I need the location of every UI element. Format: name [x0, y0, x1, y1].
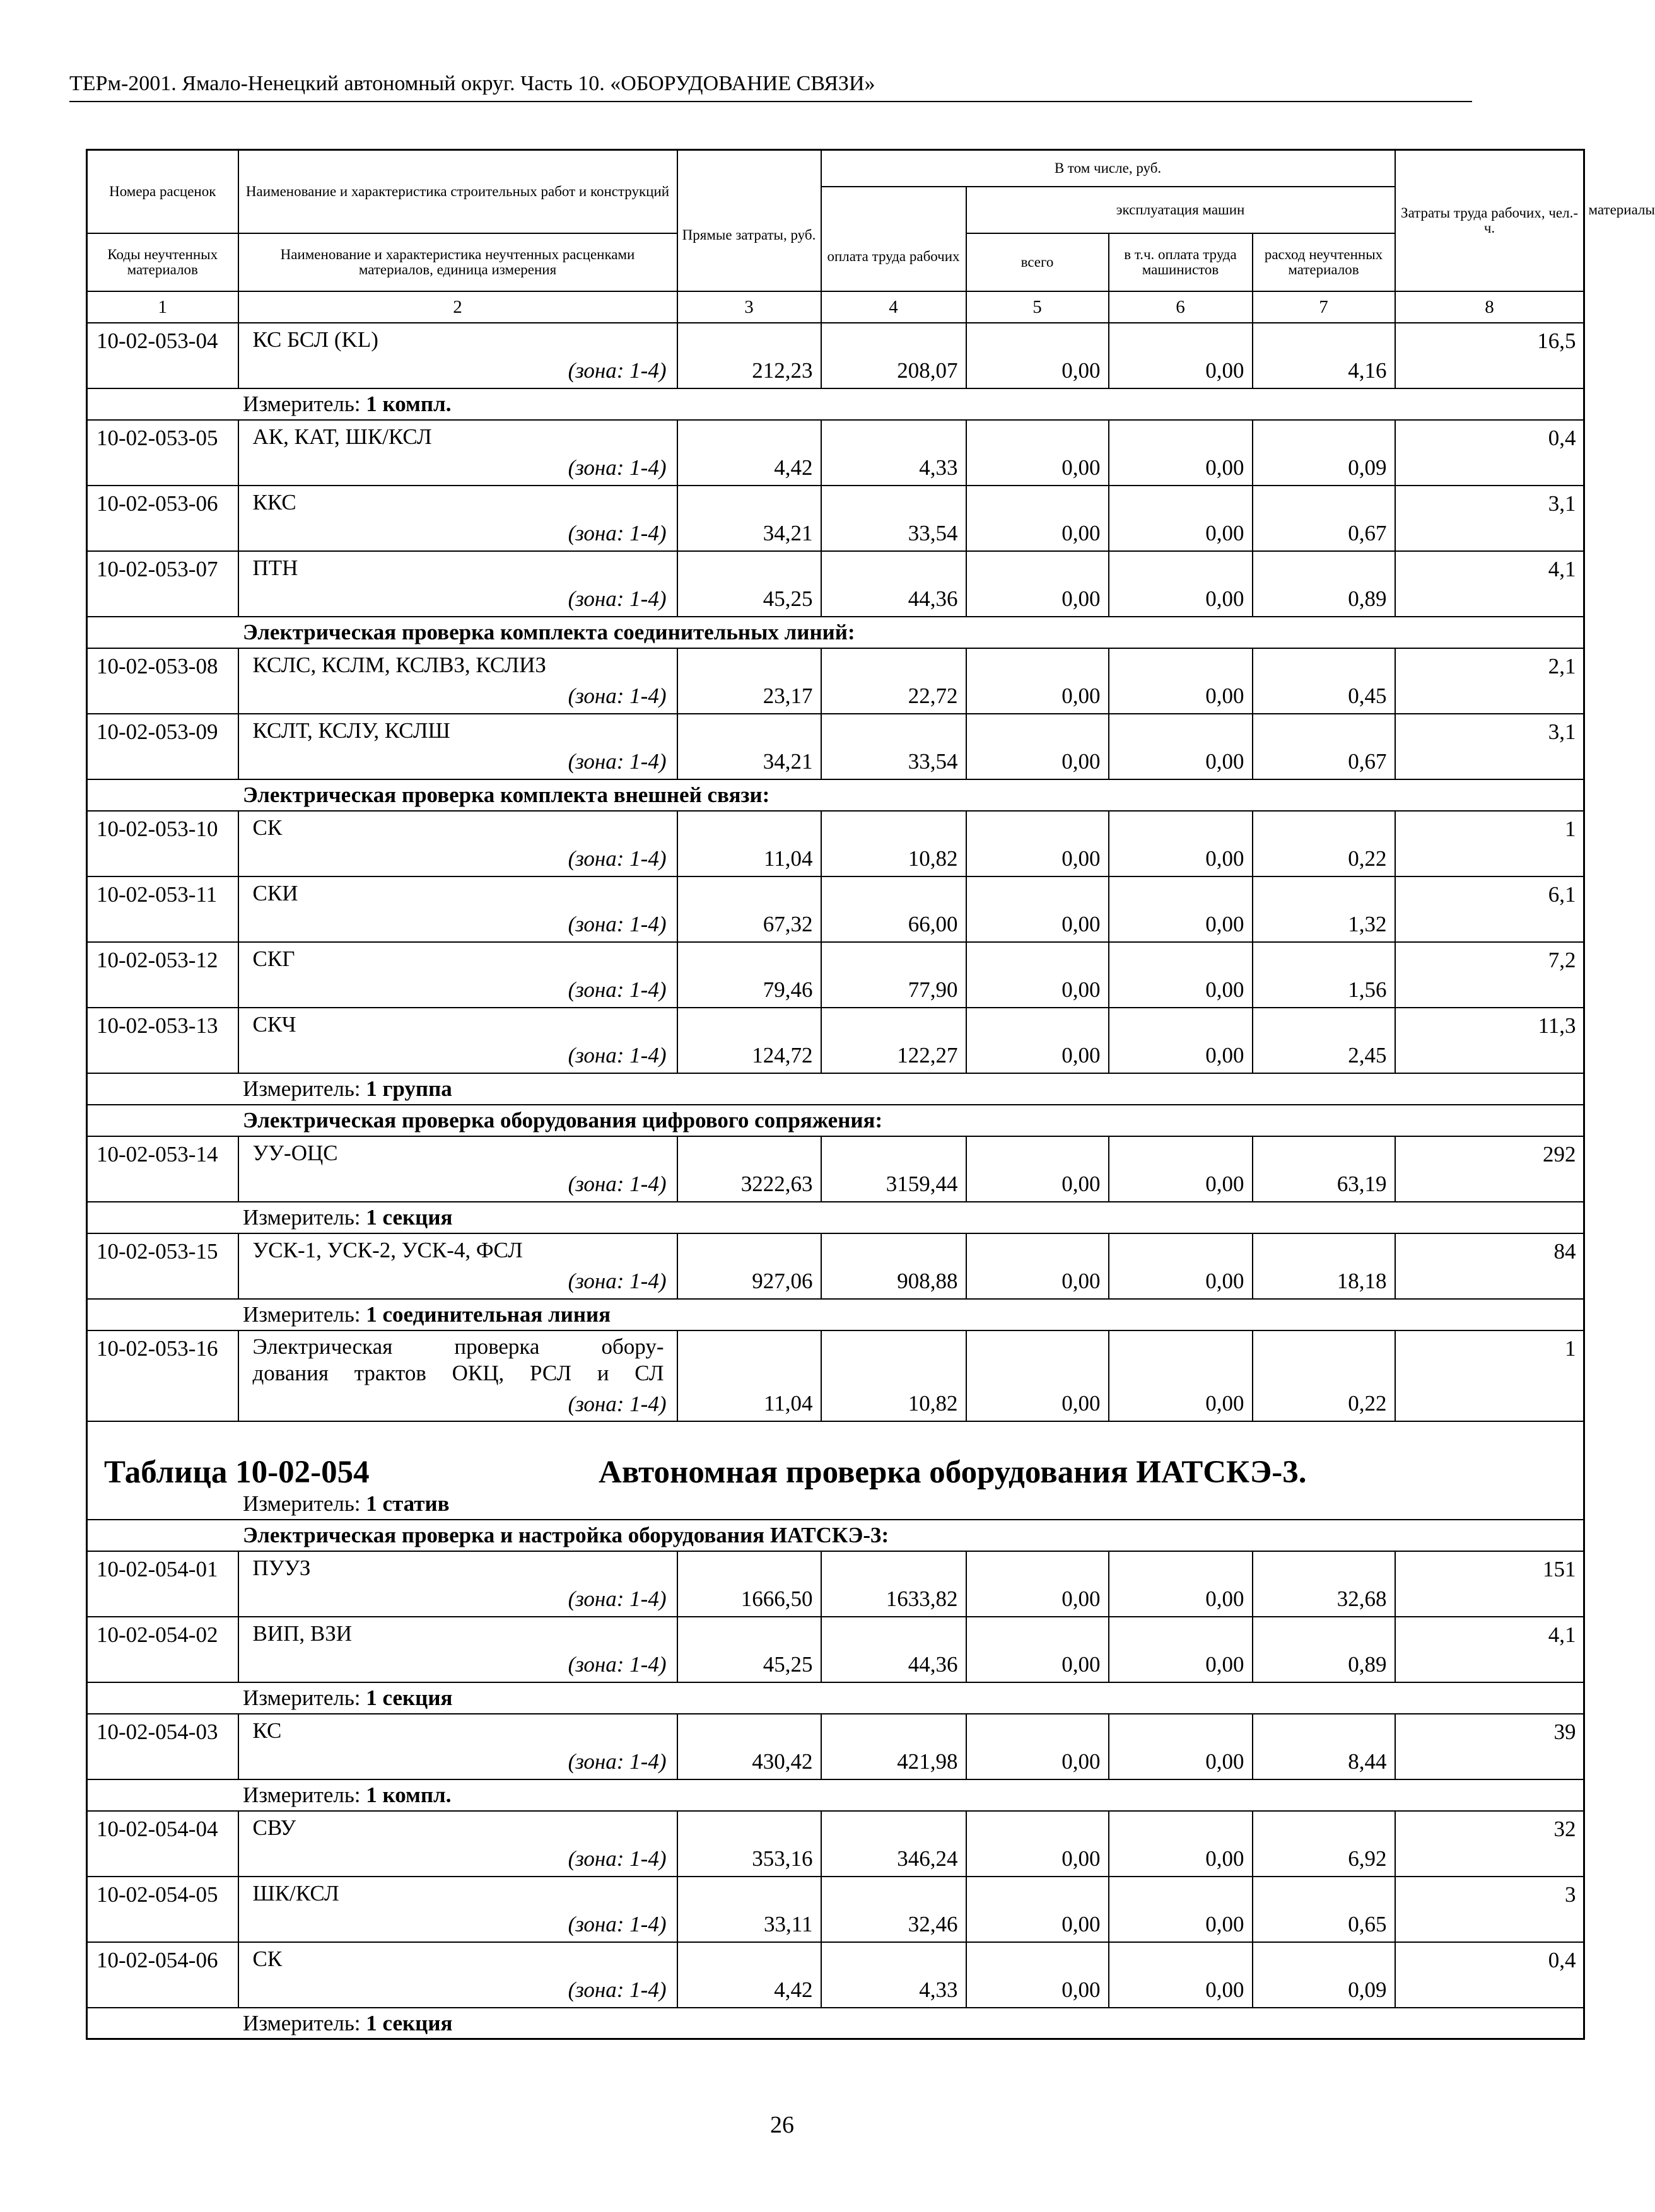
drivers-pay: 0,00 — [1109, 1233, 1253, 1299]
table-row — [87, 1811, 1584, 1877]
rate-code: 10-02-053-13 — [87, 1008, 238, 1073]
header-incl: В том числе, руб. — [821, 150, 1395, 187]
drivers-pay: 0,00 — [1109, 1714, 1253, 1779]
header-rule — [69, 101, 1472, 102]
materials-cost: 0,65 — [1253, 1877, 1395, 1942]
header-machines: эксплуатация машин — [966, 187, 1395, 233]
machines-total: 0,00 — [966, 648, 1109, 714]
item-name: ККС — [252, 489, 296, 515]
table-row — [87, 1877, 1584, 1942]
labor-pay: 10,82 — [821, 811, 966, 876]
measure-value: 1 компл. — [366, 391, 452, 416]
drivers-pay: 0,00 — [1109, 1877, 1253, 1942]
table-title-measure — [243, 1490, 450, 1517]
labor-pay: 208,07 — [821, 323, 966, 388]
name-cell — [238, 714, 677, 779]
materials-cost: 0,89 — [1253, 1617, 1395, 1682]
zone-label: (зона: 1-4) — [568, 455, 667, 480]
table-row — [87, 811, 1584, 876]
item-name: СКЧ — [252, 1011, 296, 1037]
table-body — [87, 323, 1584, 2039]
col-num: 6 — [1109, 291, 1253, 323]
machines-total: 0,00 — [966, 1617, 1109, 1682]
name-cell — [238, 876, 677, 942]
name-cell — [238, 486, 677, 551]
table-row — [87, 1551, 1584, 1617]
header-codes: Номера расценок — [87, 150, 238, 233]
section-row — [87, 1105, 1584, 1136]
item-name: СК — [252, 815, 283, 840]
measure-cell — [87, 1682, 1584, 1714]
materials-cost: 63,19 — [1253, 1136, 1395, 1202]
labor-hours: 4,1 — [1395, 1617, 1584, 1682]
table-row — [87, 1330, 1584, 1421]
labor-pay: 66,00 — [821, 876, 966, 942]
labor-hours: 3,1 — [1395, 486, 1584, 551]
direct-cost: 45,25 — [677, 1617, 821, 1682]
direct-cost: 4,42 — [677, 420, 821, 486]
measure-prefix: Измеритель: — [243, 1491, 361, 1516]
zone-label: (зона: 1-4) — [568, 1171, 667, 1196]
measure-row — [87, 1682, 1584, 1714]
header-name: Наименование и характеристика строительных работ и конструкций — [238, 150, 677, 233]
materials-cost: 0,45 — [1253, 648, 1395, 714]
item-name: ПУУЗ — [252, 1555, 311, 1580]
drivers-pay: 0,00 — [1109, 876, 1253, 942]
machines-total: 0,00 — [966, 1233, 1109, 1299]
direct-cost: 430,42 — [677, 1714, 821, 1779]
name-cell — [238, 1008, 677, 1073]
measure-row — [87, 388, 1584, 420]
drivers-pay: 0,00 — [1109, 1136, 1253, 1202]
direct-cost: 79,46 — [677, 942, 821, 1008]
labor-pay: 346,24 — [821, 1811, 966, 1877]
name-cell — [238, 551, 677, 617]
rate-code: 10-02-053-10 — [87, 811, 238, 876]
rate-code: 10-02-053-11 — [87, 876, 238, 942]
rate-code: 10-02-053-07 — [87, 551, 238, 617]
rate-code: 10-02-053-14 — [87, 1136, 238, 1202]
rates-table — [86, 149, 1655, 2040]
rate-code: 10-02-053-04 — [87, 323, 238, 388]
measure-prefix: Измеритель: — [243, 1685, 361, 1710]
item-name: УУ-ОЦС — [252, 1140, 338, 1165]
labor-hours: 32 — [1395, 1811, 1584, 1877]
measure-row — [87, 1779, 1584, 1811]
rate-code: 10-02-054-01 — [87, 1551, 238, 1617]
measure-cell — [87, 1073, 1584, 1105]
section-cell — [87, 779, 1584, 811]
drivers-pay: 0,00 — [1109, 1008, 1253, 1073]
materials-cost: 0,89 — [1253, 551, 1395, 617]
measure-prefix: Измеритель: — [243, 1782, 361, 1807]
rate-code: 10-02-053-16 — [87, 1330, 238, 1421]
item-name: ПТН — [252, 555, 298, 580]
materials-cost: 32,68 — [1253, 1551, 1395, 1617]
col-num: 7 — [1253, 291, 1395, 323]
name-cell — [238, 1811, 677, 1877]
direct-cost: 11,04 — [677, 811, 821, 876]
labor-hours: 2,1 — [1395, 648, 1584, 714]
page-header: ТЕРм-2001. Ямало-Ненецкий автономный округ. Часть 10. «ОБОРУДОВАНИЕ СВЯЗИ» — [69, 72, 875, 95]
materials-cost: 18,18 — [1253, 1233, 1395, 1299]
measure-row — [87, 1202, 1584, 1233]
direct-cost: 11,04 — [677, 1330, 821, 1421]
drivers-pay: 0,00 — [1109, 323, 1253, 388]
zone-label: (зона: 1-4) — [568, 1977, 667, 2002]
rate-code: 10-02-053-15 — [87, 1233, 238, 1299]
labor-pay: 32,46 — [821, 1877, 966, 1942]
measure-prefix: Измеритель: — [243, 1301, 361, 1327]
section-title: Электрическая проверка комплекта соединительных линий: — [243, 619, 855, 644]
labor-pay: 44,36 — [821, 551, 966, 617]
zone-label: (зона: 1-4) — [568, 520, 667, 545]
direct-cost: 45,25 — [677, 551, 821, 617]
labor-hours: 0,4 — [1395, 1942, 1584, 2008]
drivers-pay: 0,00 — [1109, 1551, 1253, 1617]
name-cell — [238, 420, 677, 486]
name-cell — [238, 1942, 677, 2008]
table-row — [87, 1942, 1584, 2008]
item-name: АК, КАТ, ШК/КСЛ — [252, 424, 432, 449]
materials-cost: 1,32 — [1253, 876, 1395, 942]
name-cell — [238, 942, 677, 1008]
measure-prefix: Измеритель: — [243, 1076, 361, 1101]
zone-label: (зона: 1-4) — [568, 1391, 667, 1416]
item-name: СКГ — [252, 946, 295, 971]
materials-cost: 6,92 — [1253, 1811, 1395, 1877]
table-row — [87, 420, 1584, 486]
direct-cost: 34,21 — [677, 714, 821, 779]
table-header: Номера расценок Наименование и характеристика строительных работ и конструкций Прямые затраты, руб. В том числе, руб. Затраты труда рабочих, чел.-ч. оплата труда рабочих эксплуатация машин материалы Коды неучтенных материалов Наименование и характеристика неучтенных расценками материалов, единица измерения всего в т.ч. оплата труда машинистов расход неучтенных материалов 1 2 3 4 5 6 7 8 — [87, 150, 1584, 323]
measure-cell — [87, 1202, 1584, 1233]
labor-pay: 44,36 — [821, 1617, 966, 1682]
labor-hours: 4,1 — [1395, 551, 1584, 617]
section-title: Электрическая проверка комплекта внешней связи: — [243, 782, 770, 807]
direct-cost: 4,42 — [677, 1942, 821, 2008]
name-cell — [238, 1136, 677, 1202]
zone-label: (зона: 1-4) — [568, 748, 667, 774]
item-name: Электрическая проверка обору- — [252, 1334, 664, 1359]
header-labor-cost-text: Затраты труда рабочих, чел.-ч. — [1401, 204, 1578, 236]
rate-code: 10-02-054-03 — [87, 1714, 238, 1779]
rate-code: 10-02-053-05 — [87, 420, 238, 486]
machines-total: 0,00 — [966, 420, 1109, 486]
header-labor-pay: оплата труда рабочих — [821, 187, 966, 291]
table-row — [87, 648, 1584, 714]
measure-value: 1 секция — [366, 1204, 453, 1230]
drivers-pay: 0,00 — [1109, 648, 1253, 714]
labor-hours: 0,4 — [1395, 420, 1584, 486]
name-cell — [238, 1233, 677, 1299]
rate-code: 10-02-054-02 — [87, 1617, 238, 1682]
section-row — [87, 617, 1584, 648]
zone-label: (зона: 1-4) — [568, 1651, 667, 1677]
table-row — [87, 551, 1584, 617]
direct-cost: 927,06 — [677, 1233, 821, 1299]
table-row — [87, 1714, 1584, 1779]
measure-cell — [87, 388, 1584, 420]
labor-hours: 7,2 — [1395, 942, 1584, 1008]
rate-code: 10-02-053-06 — [87, 486, 238, 551]
col-num: 1 — [87, 291, 238, 323]
materials-cost: 0,22 — [1253, 1330, 1395, 1421]
item-name: КСЛС, КСЛМ, КСЛВЗ, КСЛИЗ — [252, 652, 546, 677]
labor-pay: 3159,44 — [821, 1136, 966, 1202]
machines-total: 0,00 — [966, 1551, 1109, 1617]
drivers-pay: 0,00 — [1109, 1617, 1253, 1682]
zone-label: (зона: 1-4) — [568, 911, 667, 936]
rate-code: 10-02-053-08 — [87, 648, 238, 714]
name-cell — [238, 1551, 677, 1617]
machines-total: 0,00 — [966, 1136, 1109, 1202]
item-name: СВУ — [252, 1815, 296, 1840]
labor-hours: 16,5 — [1395, 323, 1584, 388]
labor-hours: 11,3 — [1395, 1008, 1584, 1073]
drivers-pay: 0,00 — [1109, 714, 1253, 779]
rate-code: 10-02-054-04 — [87, 1811, 238, 1877]
column-numbers — [87, 291, 1584, 323]
labor-pay: 33,54 — [821, 714, 966, 779]
section-cell — [87, 1105, 1584, 1136]
item-name: КСЛТ, КСЛУ, КСЛШ — [252, 718, 450, 743]
drivers-pay: 0,00 — [1109, 1330, 1253, 1421]
table-title-cell — [87, 1421, 1584, 1520]
table-row — [87, 1136, 1584, 1202]
header-total: всего — [966, 233, 1109, 291]
labor-hours: 3,1 — [1395, 714, 1584, 779]
direct-cost: 33,11 — [677, 1877, 821, 1942]
col-num: 2 — [238, 291, 677, 323]
machines-total: 0,00 — [966, 1330, 1109, 1421]
measure-cell — [87, 1779, 1584, 1811]
table-title-row — [87, 1421, 1584, 1520]
machines-total: 0,00 — [966, 1877, 1109, 1942]
col-num: 8 — [1395, 291, 1584, 323]
section-title: Электрическая проверка и настройка оборудования ИАТСКЭ-3: — [243, 1522, 889, 1547]
name-cell — [238, 1330, 677, 1421]
materials-cost: 1,56 — [1253, 942, 1395, 1008]
item-name: УСК-1, УСК-2, УСК-4, ФСЛ — [252, 1237, 523, 1262]
drivers-pay: 0,00 — [1109, 551, 1253, 617]
header-name2: Наименование и характеристика неучтенных расценками материалов, единица измерения — [238, 233, 677, 291]
item-name: ШК/КСЛ — [252, 1880, 339, 1906]
labor-pay: 4,33 — [821, 1942, 966, 2008]
name-cell — [238, 323, 677, 388]
machines-total: 0,00 — [966, 551, 1109, 617]
materials-cost: 0,09 — [1253, 1942, 1395, 2008]
labor-pay: 33,54 — [821, 486, 966, 551]
measure-prefix: Измеритель: — [243, 391, 361, 416]
header-incl-driver: в т.ч. оплата труда машинистов — [1109, 233, 1253, 291]
name-cell — [238, 1877, 677, 1942]
measure-value: 1 компл. — [366, 1782, 452, 1807]
section-title: Электрическая проверка оборудования цифрового сопряжения: — [243, 1107, 883, 1132]
zone-label: (зона: 1-4) — [568, 1268, 667, 1293]
table-row — [87, 1233, 1584, 1299]
labor-pay: 77,90 — [821, 942, 966, 1008]
labor-hours: 1 — [1395, 811, 1584, 876]
machines-total: 0,00 — [966, 876, 1109, 942]
item-name: СКИ — [252, 880, 298, 905]
labor-hours: 151 — [1395, 1551, 1584, 1617]
drivers-pay: 0,00 — [1109, 942, 1253, 1008]
machines-total: 0,00 — [966, 1811, 1109, 1877]
measure-prefix: Измеритель: — [243, 2010, 361, 2035]
drivers-pay: 0,00 — [1109, 1942, 1253, 2008]
header-codes2: Коды неучтенных материалов — [87, 233, 238, 291]
table-caption: Автономная проверка оборудования ИАТСКЭ-3. — [599, 1454, 1307, 1490]
labor-hours: 1 — [1395, 1330, 1584, 1421]
table-row — [87, 714, 1584, 779]
direct-cost: 1666,50 — [677, 1551, 821, 1617]
zone-label: (зона: 1-4) — [568, 1749, 667, 1774]
name-cell — [238, 1617, 677, 1682]
direct-cost: 67,32 — [677, 876, 821, 942]
table-row — [87, 486, 1584, 551]
direct-cost: 3222,63 — [677, 1136, 821, 1202]
col-num: 4 — [821, 291, 966, 323]
labor-pay: 22,72 — [821, 648, 966, 714]
section-cell — [87, 617, 1584, 648]
rate-code: 10-02-053-12 — [87, 942, 238, 1008]
labor-pay: 1633,82 — [821, 1551, 966, 1617]
labor-hours: 84 — [1395, 1233, 1584, 1299]
zone-label: (зона: 1-4) — [568, 846, 667, 871]
section-cell — [87, 1520, 1584, 1551]
direct-cost: 34,21 — [677, 486, 821, 551]
table-row — [87, 876, 1584, 942]
materials-cost: 2,45 — [1253, 1008, 1395, 1073]
name-cell — [238, 1714, 677, 1779]
header-labor-cost — [1395, 150, 1584, 291]
item-name: КС — [252, 1718, 282, 1743]
labor-hours: 39 — [1395, 1714, 1584, 1779]
materials-cost: 4,16 — [1253, 323, 1395, 388]
machines-total: 0,00 — [966, 1008, 1109, 1073]
zone-label: (зона: 1-4) — [568, 977, 667, 1002]
table-title: Таблица 10-02-054 — [104, 1454, 370, 1490]
measure-value: 1 соединительная линия — [366, 1301, 611, 1327]
zone-label: (зона: 1-4) — [568, 358, 667, 383]
direct-cost: 353,16 — [677, 1811, 821, 1877]
page-number: 26 — [770, 2112, 794, 2138]
item-name: дования трактов ОКЦ, РСЛ и СЛ — [252, 1360, 664, 1385]
measure-row — [87, 2008, 1584, 2039]
table-row — [87, 942, 1584, 1008]
drivers-pay: 0,00 — [1109, 420, 1253, 486]
name-cell — [238, 811, 677, 876]
materials-cost: 0,67 — [1253, 486, 1395, 551]
zone-label: (зона: 1-4) — [568, 1586, 667, 1611]
table-row — [87, 323, 1584, 388]
measure-value: 1 статив — [366, 1491, 450, 1516]
labor-hours: 6,1 — [1395, 876, 1584, 942]
materials-cost: 0,22 — [1253, 811, 1395, 876]
item-name: ВИП, ВЗИ — [252, 1621, 353, 1646]
table-row — [87, 1617, 1584, 1682]
rate-code: 10-02-054-06 — [87, 1942, 238, 2008]
item-name: КС БСЛ (KL) — [252, 327, 378, 352]
machines-total: 0,00 — [966, 811, 1109, 876]
measure-cell — [87, 2008, 1584, 2039]
materials-cost: 0,67 — [1253, 714, 1395, 779]
measure-value: 1 группа — [366, 1076, 452, 1101]
zone-label: (зона: 1-4) — [568, 1846, 667, 1871]
section-row — [87, 779, 1584, 811]
header-mat-use: расход неучтенных материалов — [1253, 233, 1395, 291]
col-num: 5 — [966, 291, 1109, 323]
measure-prefix: Измеритель: — [243, 1204, 361, 1230]
measure-value: 1 секция — [366, 1685, 453, 1710]
labor-pay: 122,27 — [821, 1008, 966, 1073]
measure-cell — [87, 1299, 1584, 1330]
drivers-pay: 0,00 — [1109, 1811, 1253, 1877]
rate-code: 10-02-054-05 — [87, 1877, 238, 1942]
measure-row — [87, 1073, 1584, 1105]
col-num: 3 — [677, 291, 821, 323]
drivers-pay: 0,00 — [1109, 811, 1253, 876]
measure-row — [87, 1299, 1584, 1330]
machines-total: 0,00 — [966, 1714, 1109, 1779]
labor-pay: 4,33 — [821, 420, 966, 486]
labor-pay: 10,82 — [821, 1330, 966, 1421]
drivers-pay: 0,00 — [1109, 486, 1253, 551]
zone-label: (зона: 1-4) — [568, 1042, 667, 1068]
labor-hours: 292 — [1395, 1136, 1584, 1202]
table-row — [87, 1008, 1584, 1073]
labor-hours: 3 — [1395, 1877, 1584, 1942]
zone-label: (зона: 1-4) — [568, 1911, 667, 1936]
direct-cost: 124,72 — [677, 1008, 821, 1073]
machines-total: 0,00 — [966, 323, 1109, 388]
materials-cost: 0,09 — [1253, 420, 1395, 486]
direct-cost: 23,17 — [677, 648, 821, 714]
labor-pay: 908,88 — [821, 1233, 966, 1299]
item-name: СК — [252, 1946, 283, 1971]
direct-cost: 212,23 — [677, 323, 821, 388]
zone-label: (зона: 1-4) — [568, 683, 667, 708]
machines-total: 0,00 — [966, 1942, 1109, 2008]
zone-label: (зона: 1-4) — [568, 586, 667, 611]
header-direct: Прямые затраты, руб. — [677, 150, 821, 291]
measure-value: 1 секция — [366, 2010, 453, 2035]
machines-total: 0,00 — [966, 486, 1109, 551]
machines-total: 0,00 — [966, 714, 1109, 779]
labor-pay: 421,98 — [821, 1714, 966, 1779]
machines-total: 0,00 — [966, 942, 1109, 1008]
materials-cost: 8,44 — [1253, 1714, 1395, 1779]
rate-code: 10-02-053-09 — [87, 714, 238, 779]
section-row — [87, 1520, 1584, 1551]
name-cell — [238, 648, 677, 714]
